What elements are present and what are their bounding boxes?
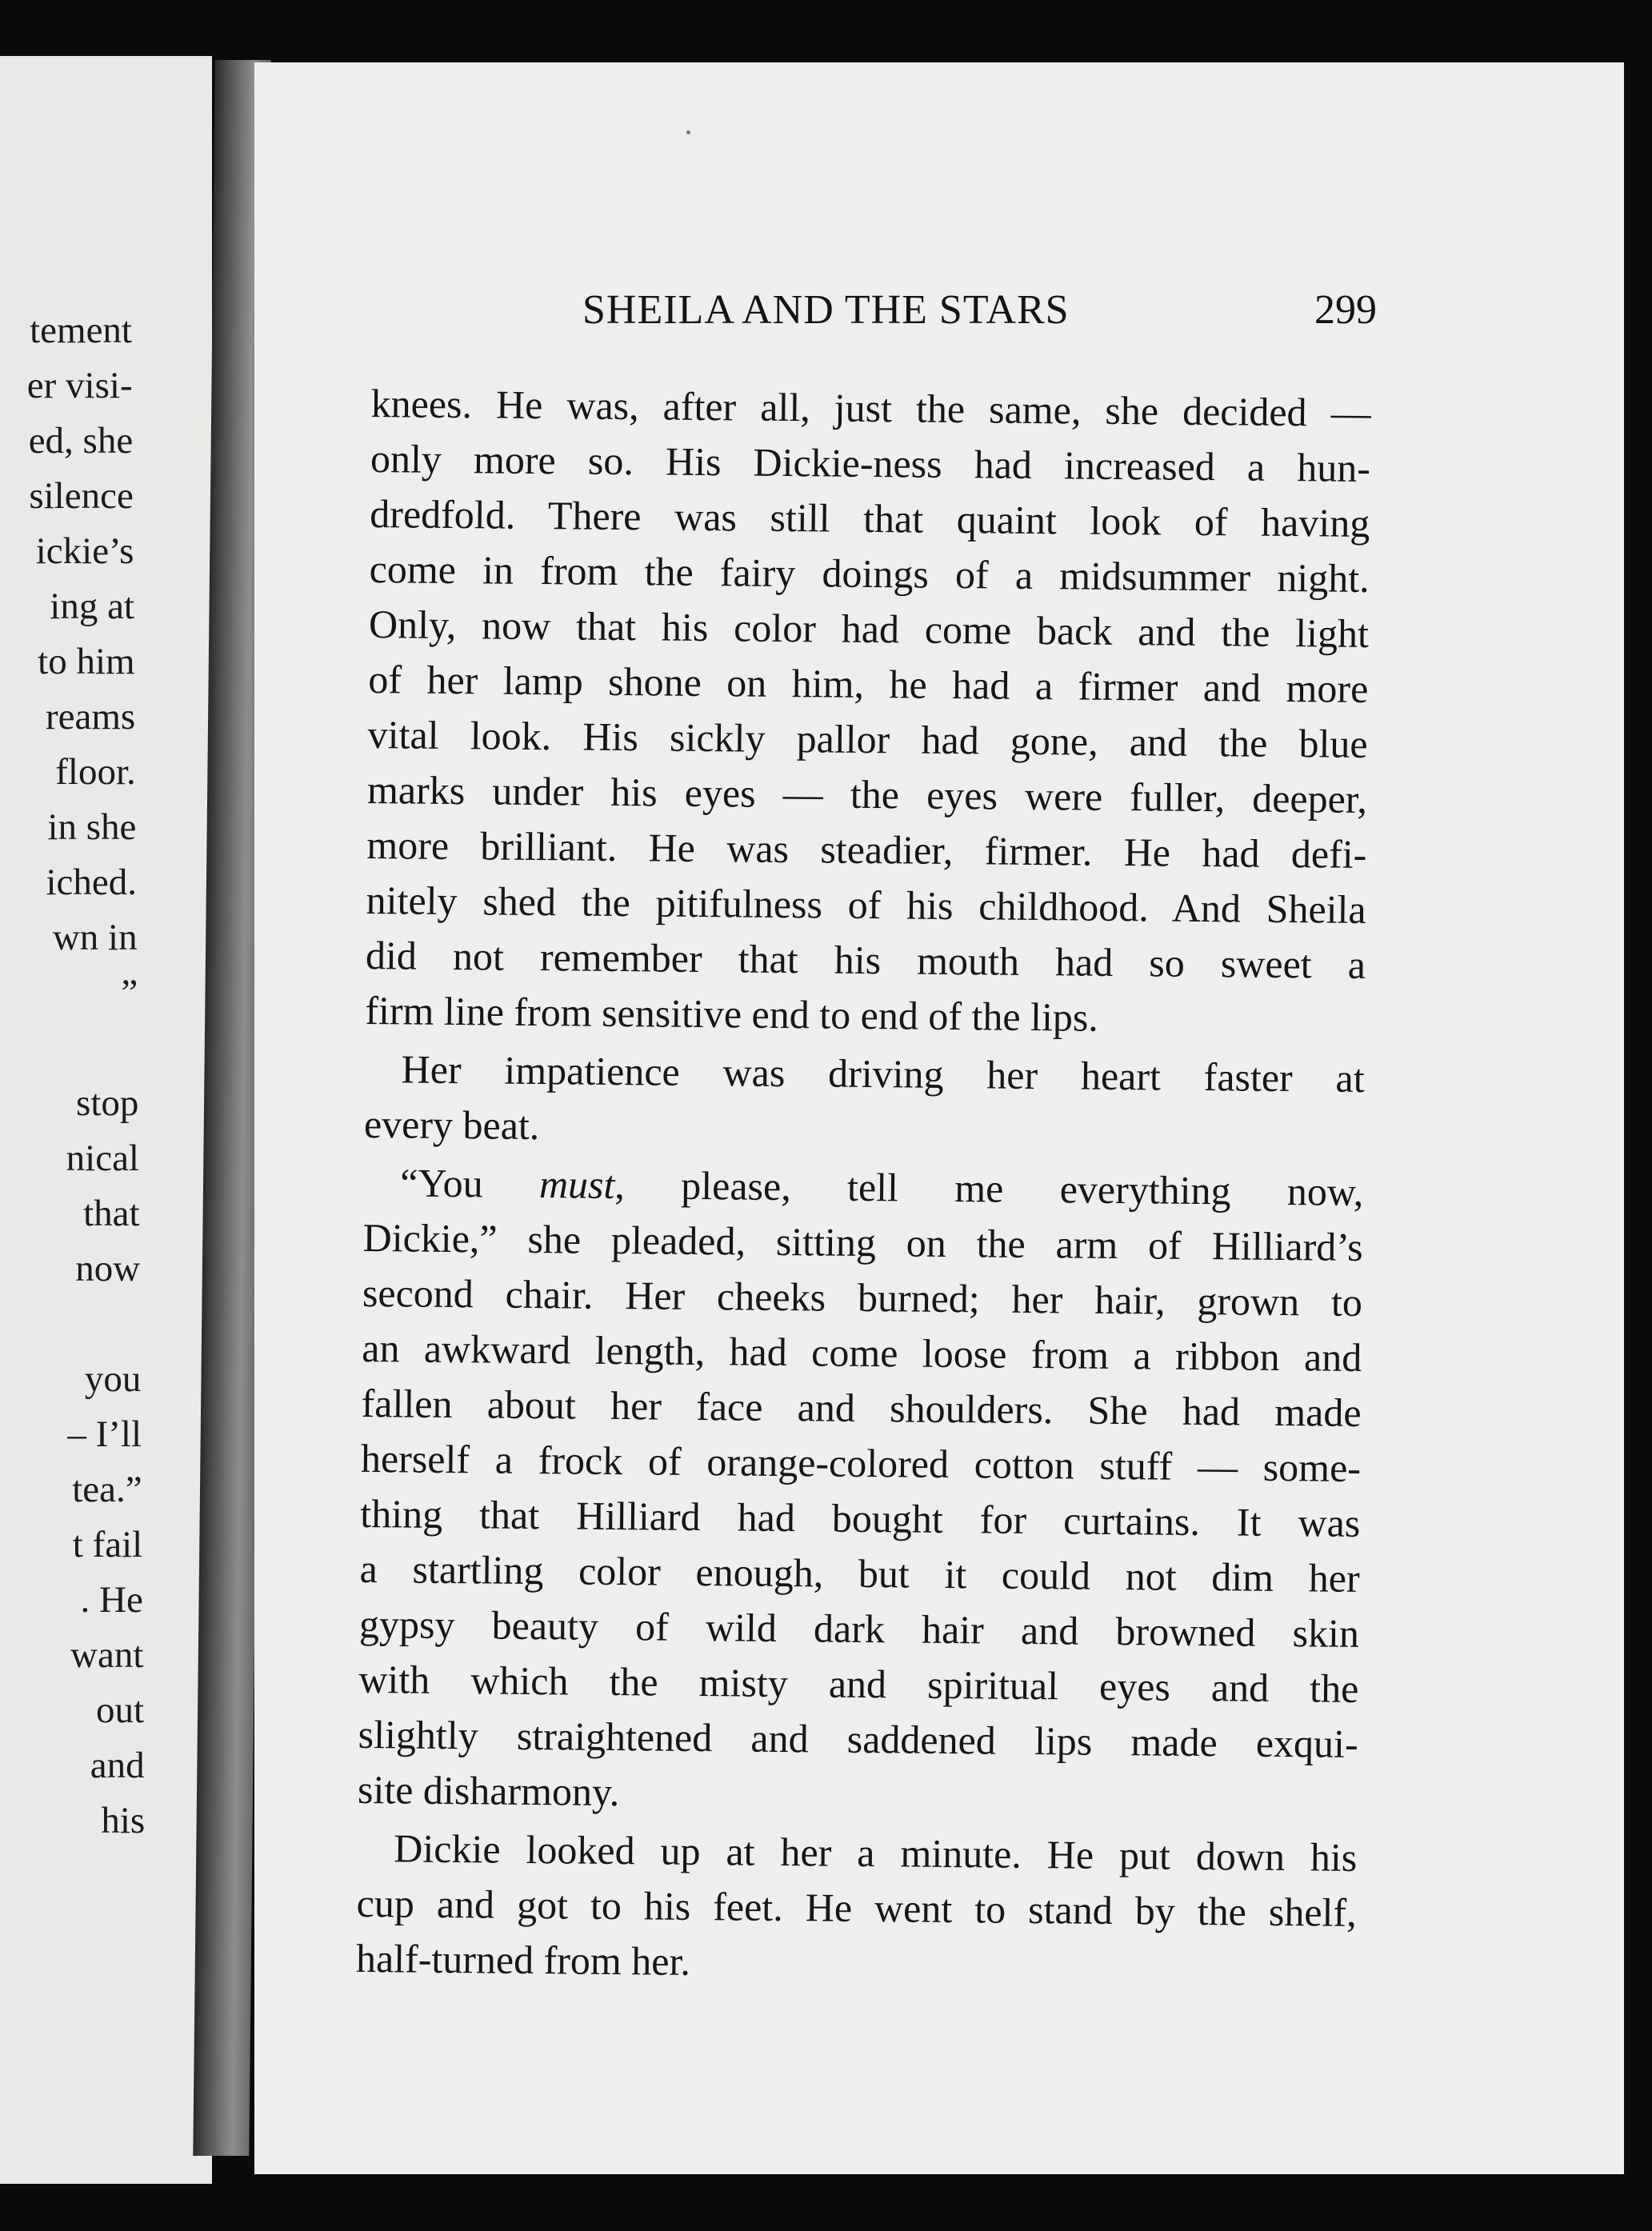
text-line: cup and got to his feet. He went to stand by the shelf, <box>356 1880 1357 1935</box>
left-page-line: and <box>90 1745 145 1786</box>
text-line: fallen about her face and shoulders. She had made <box>361 1380 1362 1435</box>
left-page-line: want <box>70 1634 144 1676</box>
body-text <box>356 376 1371 1996</box>
left-page-fragment <box>0 56 212 2184</box>
page-number: 299 <box>1314 287 1377 333</box>
text-line: knees. He was, after all, just the same, she decided — <box>370 380 1371 435</box>
text-line: more brilliant. He was steadier, firmer. He had defi- <box>366 822 1367 877</box>
left-page-line: to him <box>38 641 135 682</box>
left-page-line: reams <box>45 696 136 738</box>
text-line: of her lamp shone on him, he had a firmer and more <box>368 656 1369 711</box>
text-line: half-turned from her. <box>355 1935 691 1984</box>
left-page-line: ed, she <box>28 420 134 462</box>
paragraph <box>356 1821 1358 1996</box>
paragraph <box>364 1042 1365 1161</box>
left-page-line: tea.” <box>72 1469 142 1510</box>
left-page-line: in she <box>47 806 137 848</box>
text-line: nitely shed the pitifulness of his childhood. And Sheila <box>366 877 1366 932</box>
left-page-line: his <box>101 1800 146 1841</box>
text-line: herself a frock of orange-colored cotton stuff — some- <box>360 1435 1362 1490</box>
text-line: vital look. His sickly pallor had gone, and the blue <box>367 711 1368 766</box>
text-line: a startling color enough, but it could not dim her <box>359 1545 1360 1601</box>
page-header <box>254 286 1624 334</box>
left-page-line: ing at <box>50 586 134 627</box>
text-line: come in from the fairy doings of a midsummer night. <box>369 546 1370 601</box>
text-line: site disharmony. <box>357 1766 620 1815</box>
paragraph <box>365 376 1371 1048</box>
text-line: Dickie,” she pleaded, sitting on the arm of Hilliard’s <box>362 1214 1363 1269</box>
text-line: every beat. <box>363 1101 540 1149</box>
text-line: firm line from sensitive end to end of the lips. <box>365 987 1099 1040</box>
left-page-line: er visi- <box>26 365 133 406</box>
text-line: Only, now that his color had come back and the light <box>368 601 1370 656</box>
text-line: “You must, please, tell me everything now, <box>400 1160 1364 1214</box>
left-page-line: wn in <box>52 917 138 958</box>
left-page-line: ” <box>121 972 138 1014</box>
left-page-line: tement <box>30 310 132 351</box>
text-line: Dickie looked up at her a minute. He put down his <box>394 1825 1358 1880</box>
left-page-line: now <box>75 1248 141 1289</box>
paper-speck <box>686 130 690 134</box>
text-line: only more so. His Dickie-ness had increased a hun- <box>370 435 1371 490</box>
left-page-line: stop <box>76 1082 139 1124</box>
text-line: marks under his eyes — the eyes were fuller, deeper, <box>366 766 1368 822</box>
text-line: with which the misty and spiritual eyes and the <box>358 1656 1359 1711</box>
text-line: Her impatience was driving her heart faster at <box>401 1046 1365 1101</box>
left-page-line: that <box>83 1193 140 1234</box>
running-head: SHEILA AND THE STARS <box>582 287 1070 333</box>
text-line: second chair. Her cheeks burned; her hair, grown to <box>362 1269 1363 1325</box>
text-line: an awkward length, had come loose from a ribbon and <box>362 1325 1362 1380</box>
text-line: gypsy beauty of wild dark hair and browned skin <box>358 1601 1360 1656</box>
left-page-line: floor. <box>55 751 136 793</box>
left-page-line: – I’ll <box>67 1413 142 1455</box>
text-line: did not remember that his mouth had so sweet a <box>365 932 1366 987</box>
left-page-line: out <box>95 1689 144 1731</box>
left-page-line: silence <box>29 475 134 517</box>
text-line: slightly straightened and saddened lips made exqui- <box>358 1711 1358 1766</box>
left-page-line: you <box>84 1358 142 1400</box>
left-page-line: . He <box>80 1579 143 1621</box>
right-page <box>254 62 1624 2174</box>
left-page-line: ickie’s <box>35 530 134 572</box>
left-page-line: nical <box>66 1137 139 1179</box>
left-page-line: t fail <box>72 1524 143 1565</box>
text-line: dredfold. There was still that quaint look of having <box>370 490 1370 546</box>
text-line: thing that Hilliard had bought for curtains. It was <box>360 1490 1361 1545</box>
paragraph <box>358 1155 1364 1827</box>
left-page-line: iched. <box>46 862 137 903</box>
